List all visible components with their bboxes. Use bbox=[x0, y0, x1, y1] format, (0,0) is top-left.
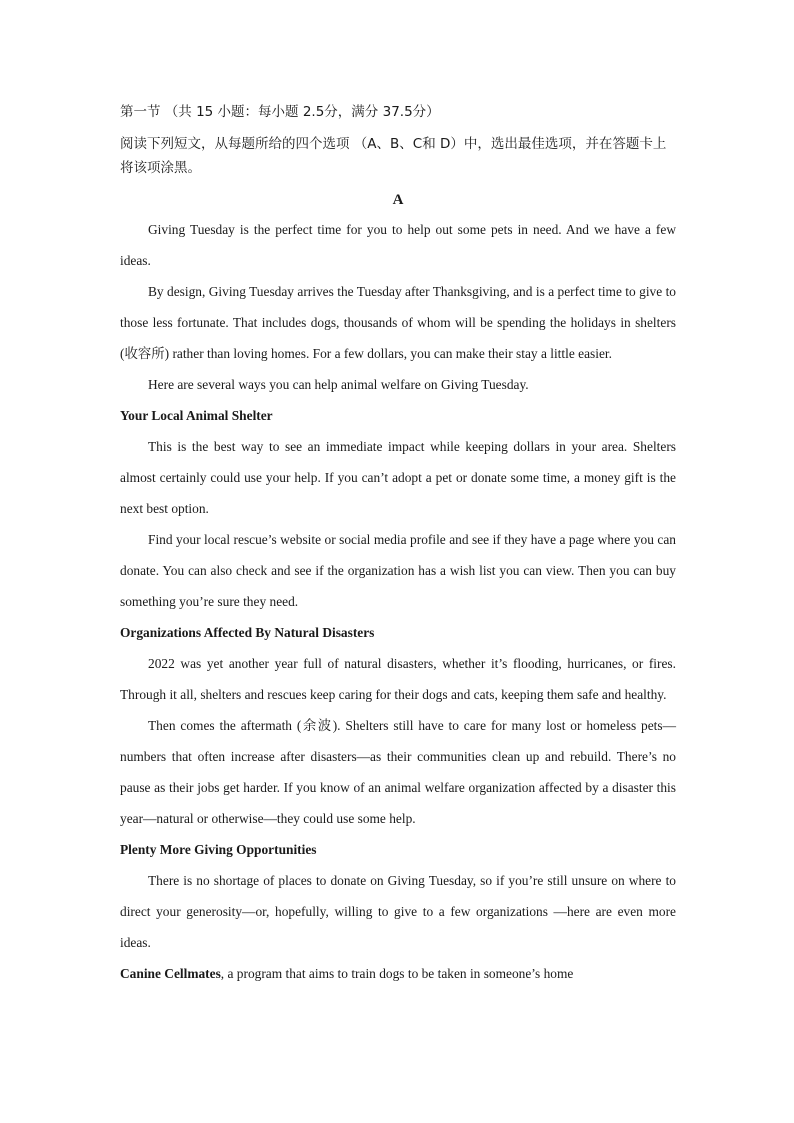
local-shelter-paragraph-2: Find your local rescue’s website or social media profile and see if they have a page where you can donate. You can also check and see if the organization has a wish list you can view. Then you can buy something you’re sure they need. bbox=[120, 532, 676, 609]
list-item-description: , a program that aims to train dogs to be taken in someone’s home bbox=[220, 966, 574, 981]
passage-label: A bbox=[392, 192, 404, 208]
intro-paragraph-1: Giving Tuesday is the perfect time for you to help out some pets in need. And we have a few ideas. bbox=[120, 222, 676, 268]
list-item-name: Canine Cellmates bbox=[120, 966, 221, 981]
more-opportunities-paragraph-1: There is no shortage of places to donate on Giving Tuesday, so if you’re still unsure on where to direct your generosity—or, hopefully, willing to give to a few organizations —here are even more ideas. bbox=[120, 873, 676, 950]
natural-disasters-paragraph-2: Then comes the aftermath (余波). Shelters still have to care for many lost or homeless pets—numbers that often increase after disasters—as their communities clean up and rebuild. There’s no pause as their jobs get harder. If you know of an animal welfare organization affected by a disaster this year—natural or otherwise—they could use some help. bbox=[120, 718, 676, 826]
local-shelter-paragraph-1: This is the best way to see an immediate impact while keeping dollars in your area. Shelters almost certainly could use your help. If you can’t adopt a pet or donate some time, a money gift is the next best option. bbox=[120, 439, 676, 516]
intro-paragraph-2: By design, Giving Tuesday arrives the Tuesday after Thanksgiving, and is a perfect time to give to those less fortunate. That includes dogs, thousands of whom will be spending the holidays in shelters (收容所) rather than loving homes. For a few dollars, you can make their stay a little easier. bbox=[120, 284, 676, 361]
heading-local-shelter: Your Local Animal Shelter bbox=[120, 408, 273, 423]
intro-paragraph-3: Here are several ways you can help animal welfare on Giving Tuesday. bbox=[148, 377, 529, 392]
heading-natural-disasters: Organizations Affected By Natural Disasters bbox=[120, 625, 375, 640]
section-title: 第一节 （共 15 小题：每小题 2.5分，满分 37.5分） bbox=[120, 104, 440, 120]
list-item bbox=[120, 958, 676, 989]
natural-disasters-paragraph-1: 2022 was yet another year full of natural disasters, whether it’s flooding, hurricanes, or fires. Through it all, shelters and rescues keep caring for their dogs and cats, keeping them safe and healthy. bbox=[120, 656, 676, 702]
heading-more-opportunities: Plenty More Giving Opportunities bbox=[120, 842, 317, 857]
instructions: 阅读下列短文，从每题所给的四个选项 （A、B、C和 D）中，选出最佳选项，并在答题卡上将该项涂黑。 bbox=[120, 136, 667, 176]
